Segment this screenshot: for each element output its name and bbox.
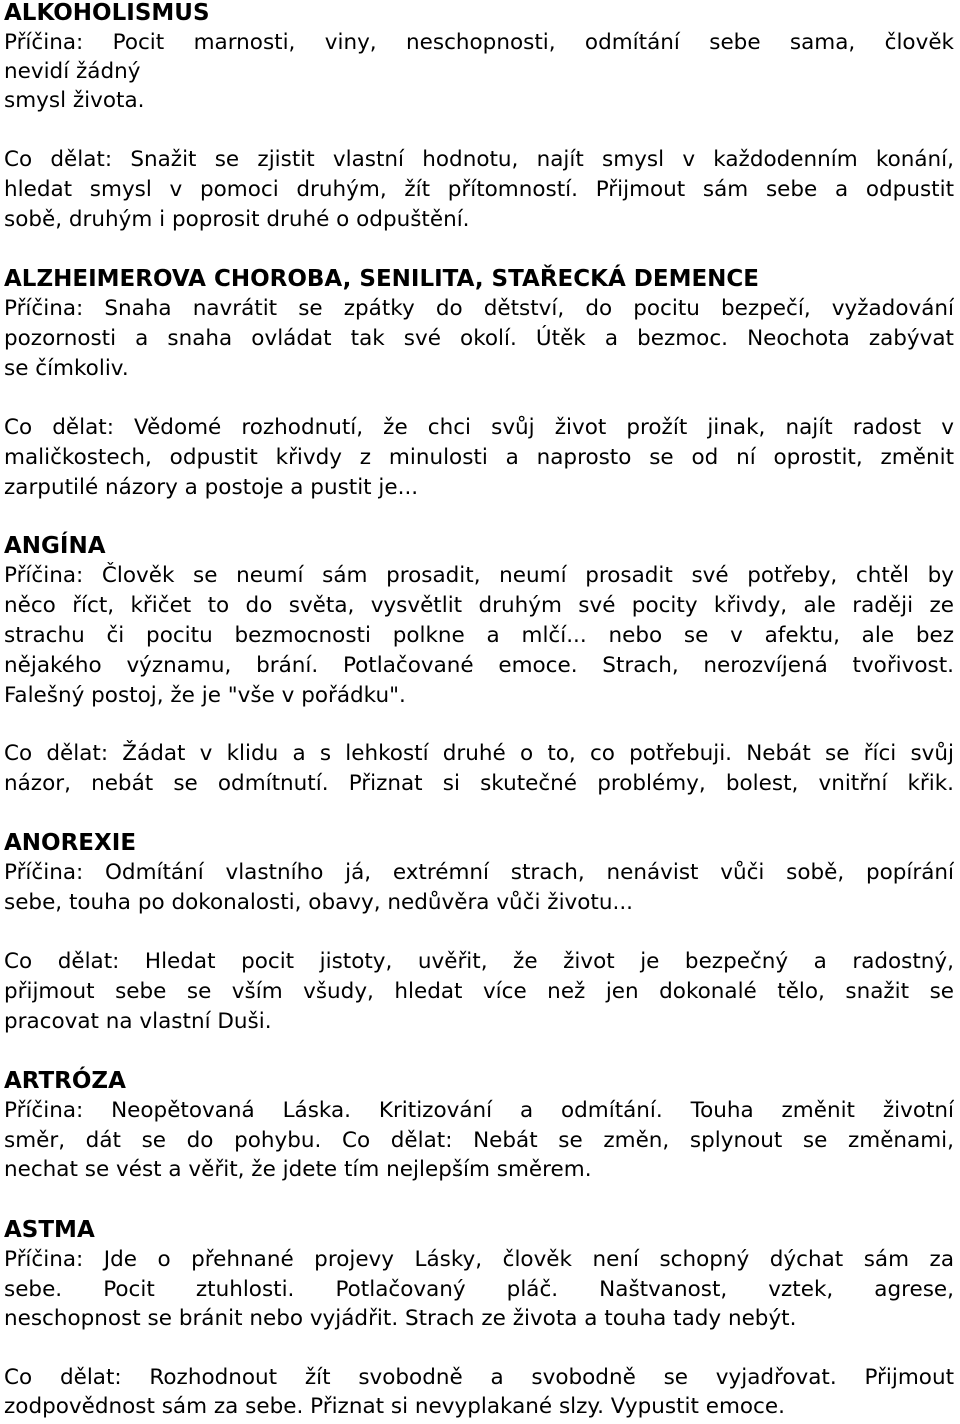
paragraph-line: neschopnost se bránit nebo vyjádřit. Strach ze života a touha tady nebýt. (4, 1306, 797, 1331)
paragraph-line: zarputilé názory a postoje a pustit je... (4, 475, 419, 500)
paragraph-line: Co dělat: Rozhodnout žít svobodně a svobodně se vyjadřovat. Přijmout (4, 1365, 954, 1390)
paragraph-line: Příčina: Člověk se neumí sám prosadit, neumí prosadit své potřeby, chtěl by (4, 563, 954, 588)
paragraph-line: strachu či pocitu bezmocnosti polkne a mlčí... nebo se v afektu, ale bez (4, 623, 954, 648)
section-heading-astma: ASTMA (4, 1217, 95, 1243)
paragraph-line: maličkostech, odpustit křivdy z minulosti a naprosto se od ní oprostit, změnit (4, 445, 954, 470)
paragraph-line: Co dělat: Žádat v klidu a s lehkostí druhé o to, co potřebuji. Nebát se říci svůj (4, 741, 954, 766)
paragraph-line: názor, nebát se odmítnutí. Přiznat si skutečné problémy, bolest, vnitřní křik. (4, 771, 954, 796)
paragraph-line: pracovat na vlastní Duši. (4, 1009, 272, 1034)
section-heading-alzheimerova-choroba: ALZHEIMEROVA CHOROBA, SENILITA, STAŘECKÁ DEMENCE (4, 266, 760, 292)
paragraph-line: Co dělat: Snažit se zjistit vlastní hodnotu, najít smysl v každodenním konání, (4, 147, 954, 172)
paragraph-line: nevidí žádný (4, 59, 141, 84)
paragraph-line: hledat smysl v pomoci druhým, žít přítomností. Přijmout sám sebe a odpustit (4, 177, 954, 202)
section-heading-anorexie: ANOREXIE (4, 830, 137, 856)
section-heading-alkoholismus: ALKOHOLISMUS (4, 0, 210, 26)
paragraph-line: sobě, druhým i poprosit druhé o odpuštění. (4, 207, 470, 232)
paragraph-line: nějakého významu, brání. Potlačované emoce. Strach, nerozvíjená tvořivost. (4, 653, 954, 678)
paragraph-line: se čímkoliv. (4, 356, 129, 381)
section-heading-artroza: ARTRÓZA (4, 1068, 126, 1094)
paragraph-line: Falešný postoj, že je "vše v pořádku". (4, 683, 406, 708)
paragraph-line: zodpovědnost sám za sebe. Přiznat si nevyplakané slzy. Vypustit emoce. (4, 1394, 785, 1419)
paragraph-line: Příčina: Pocit marnosti, viny, neschopnosti, odmítání sebe sama, člověk (4, 30, 954, 55)
paragraph-line: sebe, touha po dokonalosti, obavy, nedůvěra vůči životu... (4, 890, 633, 915)
paragraph-line: sebe. Pocit ztuhlosti. Potlačovaný pláč. Naštvanost, vztek, agrese, (4, 1277, 954, 1302)
paragraph-line: přijmout sebe se vším všudy, hledat více než jen dokonalé tělo, snažit se (4, 979, 954, 1004)
paragraph-line: Co dělat: Vědomé rozhodnutí, že chci svůj život prožít jinak, najít radost v (4, 415, 954, 440)
paragraph-line: Příčina: Snaha navrátit se zpátky do dětství, do pocitu bezpečí, vyžadování (4, 296, 954, 321)
paragraph-line: Co dělat: Hledat pocit jistoty, uvěřit, že život je bezpečný a radostný, (4, 949, 954, 974)
paragraph-line: Příčina: Jde o přehnané projevy Lásky, člověk není schopný dýchat sám za (4, 1247, 954, 1272)
paragraph-line: Příčina: Odmítání vlastního já, extrémní strach, nenávist vůči sobě, popírání (4, 860, 954, 885)
paragraph-line: pozornosti a snaha ovládat tak své okolí. Útěk a bezmoc. Neochota zabývat (4, 326, 954, 351)
paragraph-line: něco říct, křičet to do světa, vysvětlit druhým své pocity křivdy, ale raději ze (4, 593, 954, 618)
paragraph-line: Příčina: Neopětovaná Láska. Kritizování a odmítání. Touha změnit životní (4, 1098, 954, 1123)
paragraph-line: smysl života. (4, 88, 145, 113)
paragraph-line: směr, dát se do pohybu. Co dělat: Nebát se změn, splynout se změnami, (4, 1128, 954, 1153)
section-heading-angina: ANGÍNA (4, 533, 106, 559)
paragraph-line: nechat se vést a věřit, že jdete tím nejlepším směrem. (4, 1157, 592, 1182)
